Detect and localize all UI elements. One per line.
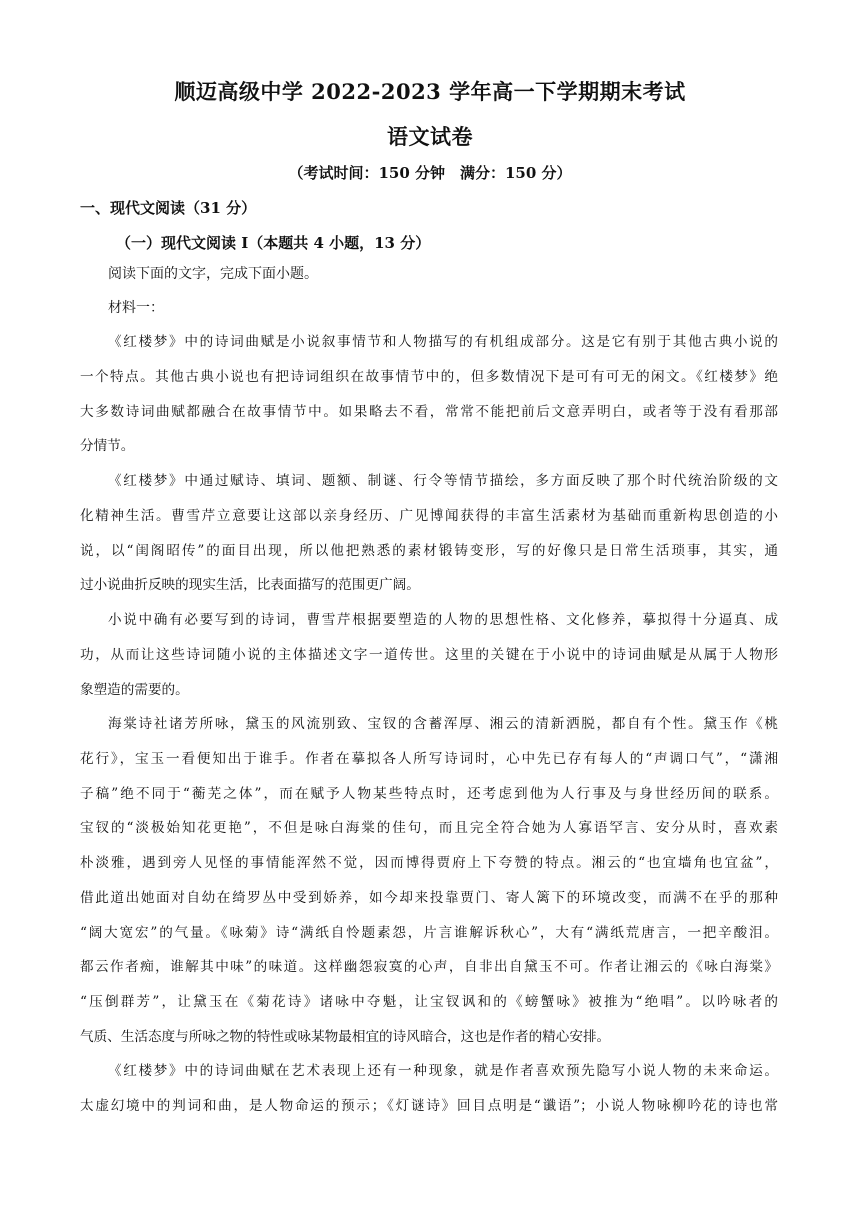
- body-line: 说，以“闺阁昭传”的面目出现，所以他把熟悉的素材锻铸变形，写的好像只是日常生活琐事，其实，通: [80, 543, 778, 559]
- body-line: 《红楼梦》中的诗词曲赋是小说叙事情节和人物描写的有机组成部分。这是它有别于其他古典小说的: [108, 334, 778, 350]
- body-line: 象塑造的需要的。: [80, 682, 189, 698]
- body-line: 化精神生活。曹雪芹立意要让这部以亲身经历、广见博闻获得的丰富生活素材为基础而重新构思创造的小: [80, 508, 778, 524]
- body-line: 海棠诗社诸芳所咏，黛玉的风流别致、宝钗的含蓄浑厚、湘云的清新洒脱，都自有个性。黛玉作《桃: [108, 716, 778, 732]
- body-line: 花行》，宝玉一看便知出于谁手。作者在摹拟各人所写诗词时，心中先已存有每人的“声调口气”，“潇湘: [80, 751, 778, 767]
- body-line: 都云作者痴，谁解其中味”的味道。这样幽怨寂寞的心声，自非出自黛玉不可。作者让湘云的《咏白海棠》: [80, 959, 778, 975]
- exam-title: 顺迈高级中学 2022-2023 学年高一下学期期末考试: [174, 79, 686, 104]
- subsection-heading: （一）现代文阅读 I（本题共 4 小题，13 分）: [116, 234, 431, 252]
- body-line: “压倒群芳”，让黛玉在《菊花诗》诸咏中夺魁，让宝钗讽和的《螃蟹咏》被推为“绝唱”。以吟咏者的: [80, 994, 778, 1010]
- body-line: 气质、生活态度与所咏之物的特性或咏某物最相宜的诗风暗合，这也是作者的精心安排。: [80, 1029, 611, 1045]
- body-line: 过小说曲折反映的现实生活，比表面描写的范围更广阔。: [80, 577, 420, 593]
- body-line: 功，从而让这些诗词随小说的主体描述文字一道传世。这里的关键在于小说中的诗词曲赋是从属于人物形: [80, 647, 778, 663]
- body-line: 子稿”绝不同于“蘅芜之体”，而在赋予人物某些特点时，还考虑到他为人行事及与身世经历间的联系。: [80, 786, 778, 802]
- exam-subtitle: 语文试卷: [387, 124, 473, 149]
- material-label: 材料一：: [108, 300, 164, 316]
- body-line: 朴淡雅，遇到旁人见怪的事情能浑然不觉，因而博得贾府上下夸赞的特点。湘云的“也宜墙角也宜盆”，: [80, 855, 778, 871]
- section-heading: 一、现代文阅读（31 分）: [80, 199, 257, 217]
- instruction-text: 阅读下面的文字，完成下面小题。: [108, 266, 318, 282]
- body-line: 一个特点。其他古典小说也有把诗词组织在故事情节中的，但多数情况下是可有可无的闲文。《红楼梦》绝: [80, 369, 778, 385]
- body-line: 《红楼梦》中通过赋诗、填词、题额、制谜、行令等情节描绘，多方面反映了那个时代统治阶级的文: [108, 473, 778, 489]
- exam-meta: （考试时间：150 分钟 满分：150 分）: [288, 164, 572, 182]
- body-line: 借此道出她面对自幼在绮罗丛中受到娇养，如今却来投靠贾门、寄人篱下的环境改变，而满不在乎的那种: [80, 890, 778, 906]
- body-line: 宝钗的“淡极始知花更艳”，不但是咏白海棠的佳句，而且完全符合她为人寡语罕言、安分从时，喜欢素: [80, 820, 778, 836]
- body-line: “阔大宽宏”的气量。《咏菊》诗“满纸自怜题素怨，片言谁解诉秋心”，大有“满纸荒唐言，一把辛酸泪。: [80, 925, 778, 941]
- body-line: 大多数诗词曲赋都融合在故事情节中。如果略去不看，常常不能把前后文意弄明白，或者等于没有看那部: [80, 404, 778, 420]
- body-line: 太虚幻境中的判词和曲，是人物命运的预示；《灯谜诗》回目点明是“谶语”；小说人物咏柳吟花的诗也常: [80, 1098, 778, 1114]
- body-line: 小说中确有必要写到的诗词，曹雪芹根据要塑造的人物的思想性格、文化修养，摹拟得十分逼真、成: [108, 612, 778, 628]
- body-line: 分情节。: [80, 438, 135, 454]
- body-line: 《红楼梦》中的诗词曲赋在艺术表现上还有一种现象，就是作者喜欢预先隐写小说人物的未来命运。: [108, 1063, 778, 1079]
